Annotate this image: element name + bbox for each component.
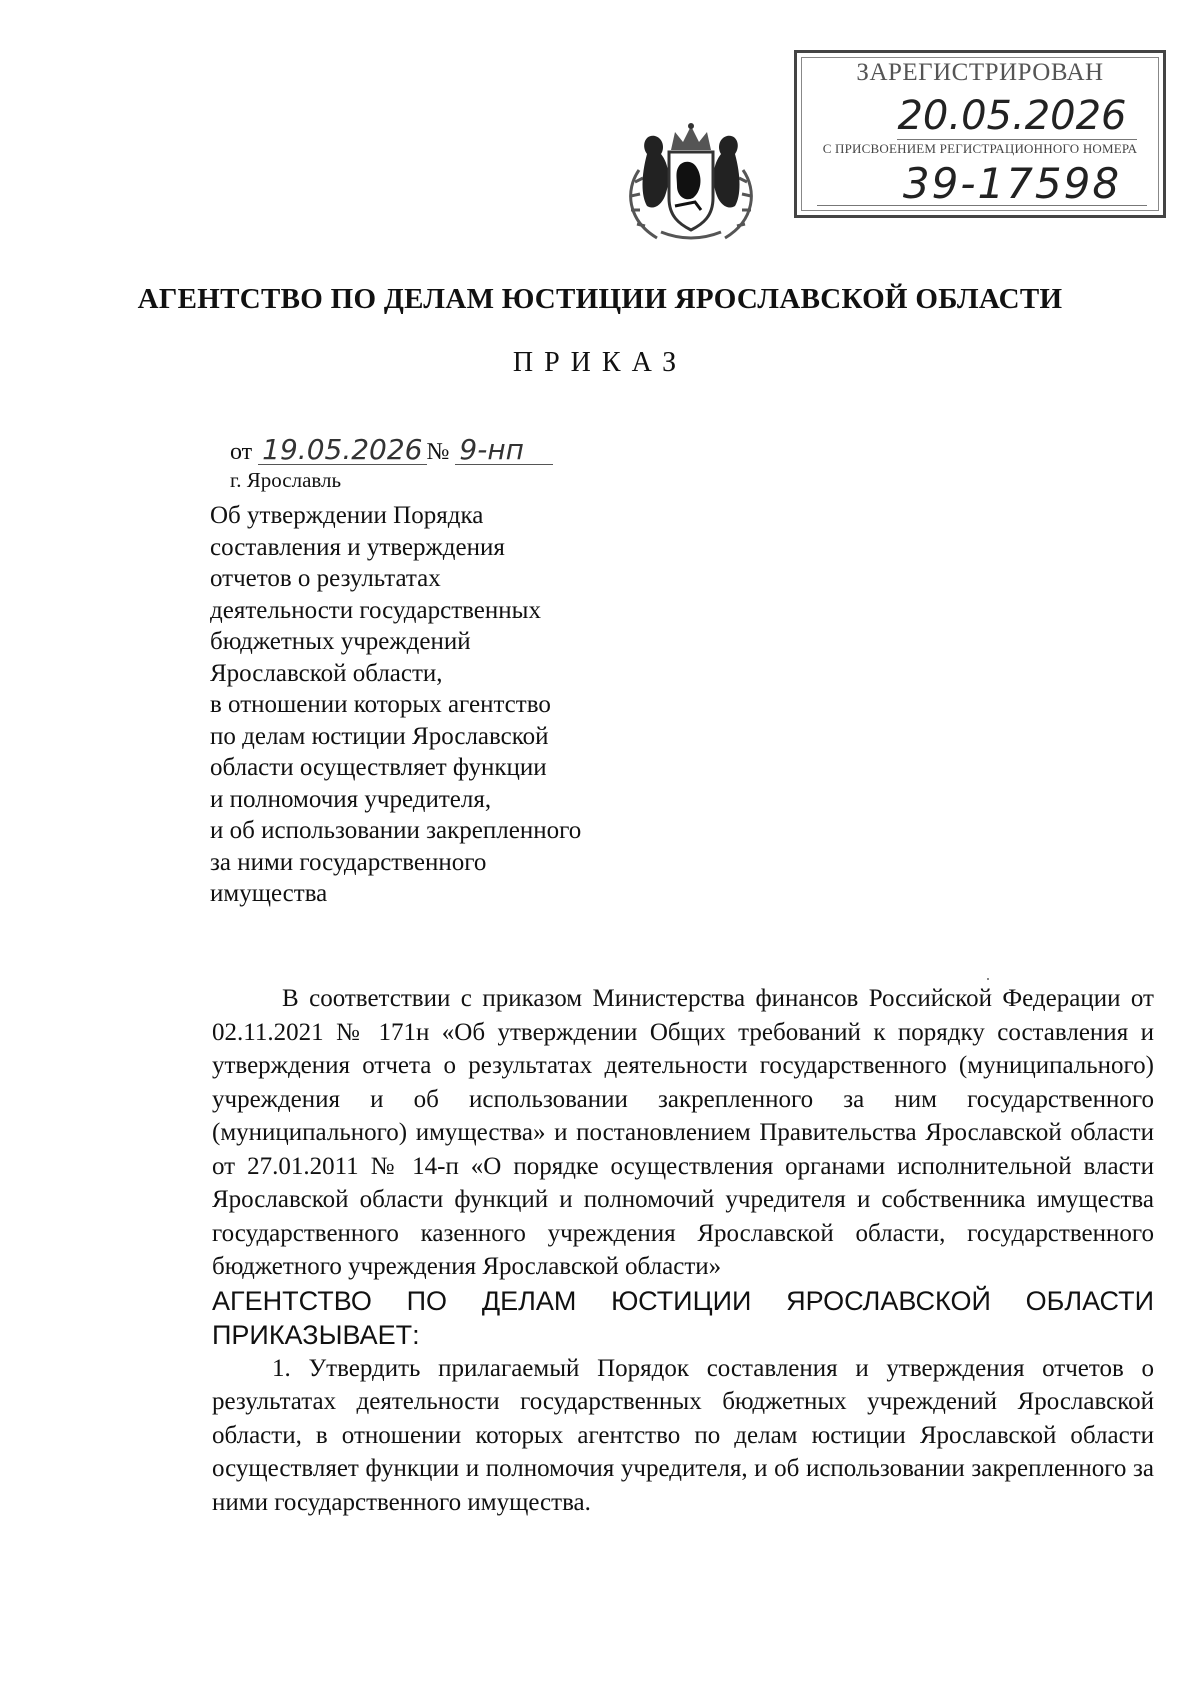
title-line: составления и утверждения (210, 533, 505, 561)
agency-name: АГЕНТСТВО ПО ДЕЛАМ ЮСТИЦИИ ЯРОСЛАВСКОЙ ОБЛАСТИ (137, 283, 1063, 315)
orders-heading: АГЕНТСТВО ПО ДЕЛАМ ЮСТИЦИИ ЯРОСЛАВСКОЙ ОБЛАСТИ (212, 1285, 1154, 1316)
title-line: в отношении которых агентство (210, 691, 551, 718)
title-line: за ними государственного (210, 848, 487, 876)
scan-speck (987, 978, 989, 980)
stamp-title: ЗАРЕГИСТРИРОВАН (856, 59, 1104, 86)
stamp-registration-date: 20.05.2026 (897, 93, 1127, 139)
title-line: области осуществляет функции (210, 754, 547, 781)
order-title (210, 500, 581, 910)
stamp-divider (897, 139, 1137, 140)
title-line: бюджетных учреждений (210, 628, 471, 655)
title-line: и полномочия учредителя, (210, 785, 492, 813)
order-item-1: 1. Утвердить прилагаемый Порядок составления и утверждения отчетов о результатах деятельности государственных бюджетных учреждений Ярославской области, в отношении которых агентство по делам юстиции Ярославской области осуществляет функции и полномочия учредителя, и об использовании закрепленного за ними государственного имущества. (212, 1354, 1154, 1516)
stamp-subtitle: С ПРИСВОЕНИЕМ РЕГИСТРАЦИОННОГО НОМЕРА (822, 141, 1138, 156)
order-date-number (230, 433, 553, 466)
order-city: г. Ярославль (230, 468, 342, 492)
stamp-registration-number: 39-17598 (902, 159, 1122, 208)
document-type: ПРИКАЗ (512, 347, 688, 378)
title-line: Об утверждении Порядка (210, 502, 484, 529)
order-number-label: № (426, 439, 450, 465)
title-line: имущества (210, 880, 328, 907)
orders-verb: ПРИКАЗЫВАЕТ: (212, 1319, 420, 1350)
title-line: деятельности государственных (210, 596, 541, 624)
title-line: и об использовании закрепленного (210, 817, 582, 844)
title-line: отчетов о результатах (210, 565, 441, 592)
stamp-divider (817, 205, 1147, 206)
yaroslavl-coat-of-arms-icon (617, 120, 765, 246)
order-body (212, 982, 1154, 1519)
order-number: 9-нп (455, 436, 553, 465)
registration-stamp (794, 50, 1166, 218)
title-line: по делам юстиции Ярославской (210, 722, 549, 750)
order-from-label: от (230, 439, 253, 465)
preamble-paragraph: В соответствии с приказом Министерства финансов Российской Федерации от 02.11.2021 № 171н «Об утверждении Общих требований к порядку составления и утверждения отчета о результатах деятельности государственного (муниципального) учреждения и об использовании закрепленного за ним государственного (муниципального) имущества» и постановлением Правительства Ярославской области от 27.01.2011 № 14-п «О порядке осуществления органами исполнительной власти Ярославской области функций и полномочий учредителя и собственника имущества государственного казенного учреждения Ярославской области, государственного бюджетного учреждения Ярославской области» (212, 985, 1154, 1280)
order-date: 19.05.2026 (258, 436, 426, 465)
title-line: Ярославской области, (210, 659, 443, 687)
